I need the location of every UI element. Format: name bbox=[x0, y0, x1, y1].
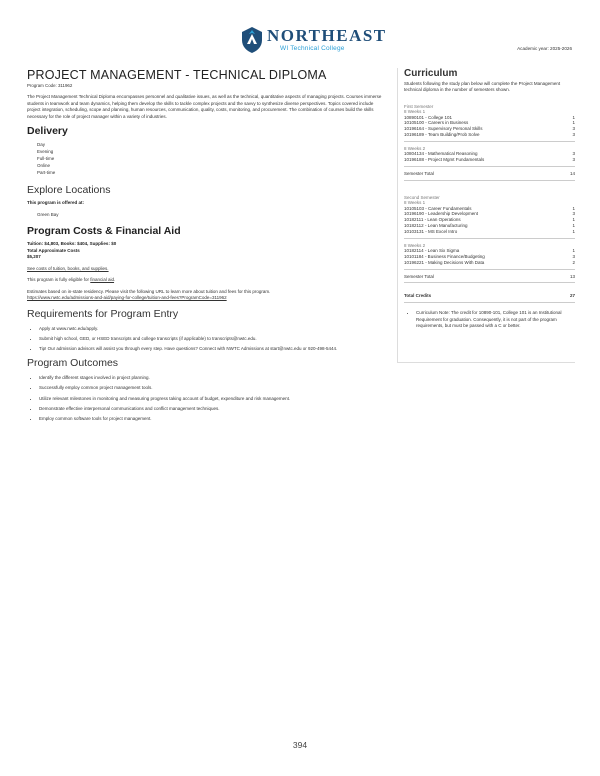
total-costs-label: Total Approximate Costs bbox=[27, 247, 80, 253]
weeks-label: 8 Weeks 1 bbox=[404, 109, 426, 115]
locations-heading: Explore Locations bbox=[27, 184, 111, 197]
course-name: 10196188 - Project Mgmt Fundamentals bbox=[404, 157, 485, 163]
divider bbox=[404, 282, 575, 283]
weeks-label: 8 Weeks 1 bbox=[404, 200, 426, 206]
outcome-item: • Successfully employ common project management tools. bbox=[39, 385, 385, 391]
outcome-item: • Identify the different stages involved in project planning. bbox=[39, 375, 385, 381]
divider bbox=[404, 180, 575, 181]
course-name: 10182111 - Lean Operations bbox=[404, 217, 461, 223]
outcome-item: • Utilize relevant milestones in monitoring and measuring progress taking account of budget, expenditure and risk management. bbox=[39, 396, 385, 402]
page-number: 394 bbox=[292, 740, 308, 750]
course-credits: 3 bbox=[572, 126, 575, 132]
weeks-label: 8 Weeks 2 bbox=[404, 242, 426, 248]
costs-heading: Program Costs & Financial Aid bbox=[27, 225, 181, 238]
course-credits: 1 bbox=[572, 205, 575, 211]
delivery-item: Full-time bbox=[37, 155, 55, 161]
delivery-item: Online bbox=[37, 162, 51, 168]
delivery-heading: Delivery bbox=[27, 125, 68, 138]
semester-total-row bbox=[404, 274, 575, 280]
course-credits: 3 bbox=[572, 157, 575, 163]
requirement-item: • Apply at www.nwtc.edu/apply. bbox=[39, 326, 385, 332]
semester-total-label: Semester Total bbox=[404, 170, 434, 176]
course-credits: 1 bbox=[572, 248, 575, 254]
course-name: 10196164 - Supervisory Personal Skills bbox=[404, 126, 483, 132]
outcome-item: • Employ common software tools for project management. bbox=[39, 416, 385, 422]
semester-label: First Semester bbox=[404, 103, 434, 109]
curriculum-note-list bbox=[404, 310, 575, 330]
course-credits: 2 bbox=[572, 259, 575, 265]
course-row bbox=[404, 132, 575, 138]
course-credits: 3 bbox=[572, 151, 575, 157]
semester-total-value: 14 bbox=[569, 170, 575, 176]
divider bbox=[404, 238, 575, 239]
course-name: 10103131 - MS Excel Intro bbox=[404, 228, 458, 234]
curriculum-heading: Curriculum bbox=[404, 68, 458, 79]
divider bbox=[404, 302, 575, 303]
page-header bbox=[0, 0, 600, 60]
offered-at-label: This program is offered at: bbox=[27, 200, 85, 206]
curriculum-note: • Curriculum Note: The credit for 10890-101, College 101 is an Institutional Requirement for graduation. Consequently, it is not part of the program requirements, but must be passed with a C or better. bbox=[416, 310, 575, 330]
course-credits: 1 bbox=[572, 114, 575, 120]
course-credits: 1 bbox=[572, 120, 575, 126]
course-name: 10105103 - Career Fundamentals bbox=[404, 205, 472, 211]
total-credits-row bbox=[404, 293, 575, 299]
program-code: Program Code: 311962 bbox=[27, 83, 73, 88]
program-description: The Project Management Technical Diploma encompasses personnel and qualitative issues, as well as the technical, quantitative aspects of managing projects. Courses immerse students in teamwork and team dynamics, helping them develop the skills to tackle complex projects and the savvy to synthesize diverse perspectives. Topics covered include project integration, scheduling, scope and planning, human resources, communication, quality, costs, monitoring, and procurement. The combination of courses build the skills necessary for the role of project manager within a variety of industries. bbox=[27, 94, 382, 119]
course-name: 10196189 - Team Building/Prob Solve bbox=[404, 131, 480, 137]
program-title: PROJECT MANAGEMENT - TECHNICAL DIPLOMA bbox=[27, 68, 327, 82]
total-credits-value: 27 bbox=[569, 293, 575, 299]
course-name: 10804134 - Mathematical Reasoning bbox=[404, 151, 478, 157]
course-credits: 3 bbox=[572, 211, 575, 217]
course-name: 10890101 - College 101 bbox=[404, 114, 453, 120]
divider bbox=[404, 141, 575, 142]
course-row bbox=[404, 157, 575, 163]
delivery-list bbox=[27, 142, 385, 176]
financial-aid-line bbox=[27, 277, 385, 283]
course-name: 10196190 - Leadership Development bbox=[404, 211, 479, 217]
divider bbox=[404, 166, 575, 167]
requirement-item: • Submit high school, GED, or HSED transcripts and college transcripts (if applicable) to transcripts@nwtc.edu. bbox=[39, 336, 385, 342]
weeks-label: 8 Weeks 2 bbox=[404, 145, 426, 151]
college-logo bbox=[240, 24, 387, 58]
course-credits: 1 bbox=[572, 217, 575, 223]
course-name: 10196221 - Making Decisions With Data bbox=[404, 259, 485, 265]
estimates-text: Estimates based on in-state residency. Please visit the following URL to learn more about tuition and fees for this program. bbox=[27, 288, 271, 294]
curriculum-column bbox=[397, 68, 575, 363]
outcome-item: • Demonstrate effective interpersonal communications and conflict management techniques. bbox=[39, 406, 385, 412]
tuition-line: Tuition: $4,803, Books: $404, Supplies: $0 bbox=[27, 241, 117, 247]
requirements-list bbox=[27, 326, 385, 353]
location-item: Green Bay bbox=[37, 211, 59, 217]
delivery-item: Part-time bbox=[37, 169, 56, 175]
semester-total-label: Semester Total bbox=[404, 273, 434, 279]
outcomes-heading: Program Outcomes bbox=[27, 356, 119, 369]
outcomes-list bbox=[27, 375, 385, 423]
delivery-item: Evening bbox=[37, 149, 54, 155]
course-name: 10182114 - Lean Six Sigma bbox=[404, 248, 460, 254]
delivery-item: Day bbox=[37, 142, 46, 148]
course-credits: 3 bbox=[572, 253, 575, 259]
logo-subtitle: WI Technical College bbox=[280, 45, 345, 52]
course-name: 10101184 - Business Finance/Budgeting bbox=[404, 253, 485, 259]
requirement-item: • Tip! Our admission advisors will assist you through every step. Have questions? Connect with NWTC Admissions at start@nwtc.edu or 920-498-5444. bbox=[39, 346, 385, 352]
requirements-heading: Requirements for Program Entry bbox=[27, 307, 179, 320]
curriculum-intro: Students following the study plan below will complete the Project Management technical diploma in the number of semesters shown. bbox=[404, 81, 561, 93]
financial-aid-link[interactable]: financial aid bbox=[90, 277, 115, 283]
course-name: 10182112 - Lean Manufacturing bbox=[404, 223, 468, 229]
course-row bbox=[404, 260, 575, 266]
logo-name: NORTHEAST bbox=[267, 26, 387, 45]
course-name: 10105100 - Careers in Business bbox=[404, 120, 469, 126]
locations-list bbox=[27, 212, 385, 219]
academic-year: Academic year: 2025-2026 bbox=[517, 46, 572, 51]
semester-label: Second Semester bbox=[404, 194, 440, 200]
program-main-column bbox=[27, 68, 385, 427]
semester-total-value: 13 bbox=[569, 273, 575, 279]
divider bbox=[404, 269, 575, 270]
course-row bbox=[404, 229, 575, 235]
costs-link[interactable]: See costs of tuition, books, and supplies. bbox=[27, 265, 109, 271]
aid-prefix: This program is fully eligible for bbox=[27, 277, 91, 283]
course-credits: 1 bbox=[572, 223, 575, 229]
estimates-url[interactable]: https://www.nwtc.edu/admissions-and-aid/paying-for-college/tuition-and-fees?ProgramCode=311962 bbox=[27, 295, 227, 301]
semester-total-row bbox=[404, 171, 575, 177]
northeast-shield-icon bbox=[240, 26, 264, 54]
total-credits-label: Total Credits bbox=[404, 293, 432, 299]
course-credits: 1 bbox=[572, 228, 575, 234]
course-credits: 3 bbox=[572, 131, 575, 137]
total-costs-value: $5,207 bbox=[27, 253, 41, 259]
aid-suffix: . bbox=[114, 277, 116, 283]
